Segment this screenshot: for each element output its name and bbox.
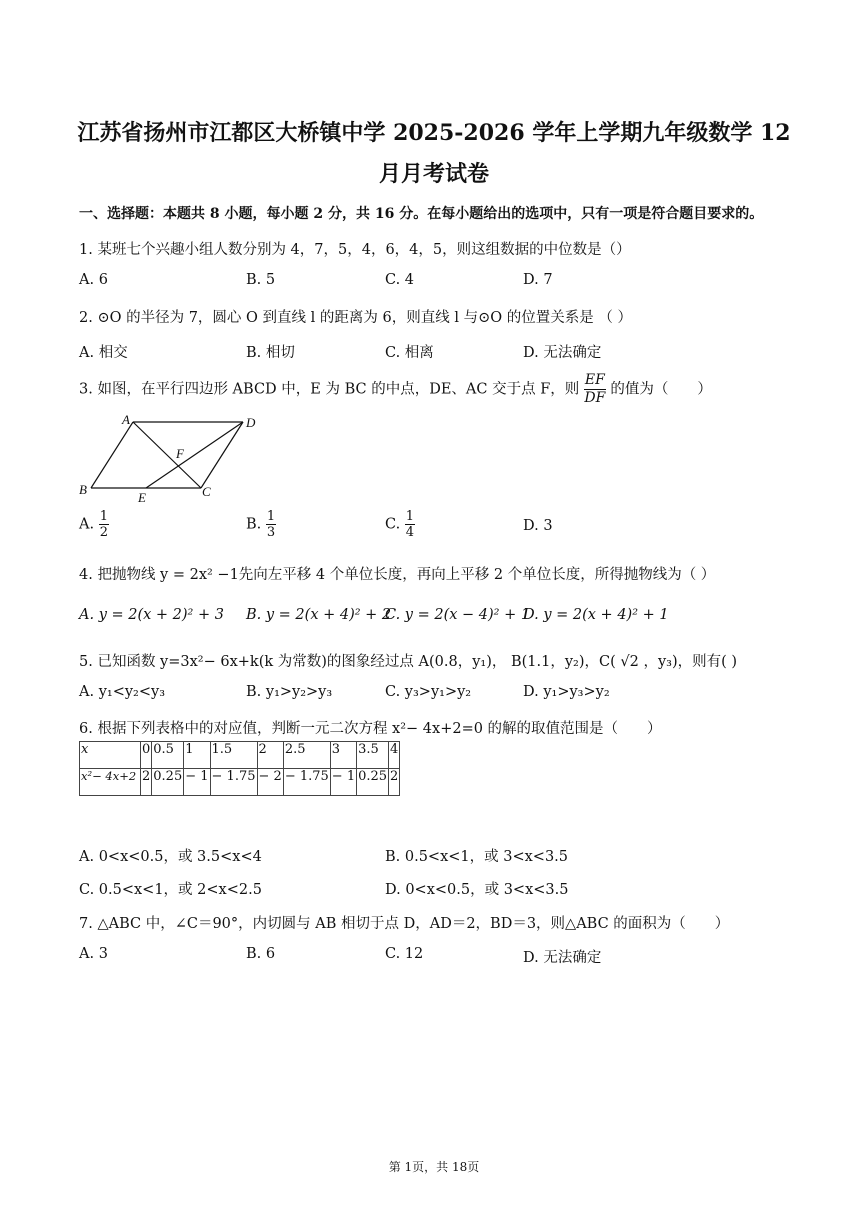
- question-3-stem: [79, 372, 712, 407]
- q7-option-c: C. 12: [385, 946, 424, 962]
- q3-fraction-num: EF: [584, 372, 605, 388]
- q5-option-d: D. y₁>y₃>y₂: [523, 684, 610, 700]
- label-b: B: [79, 482, 87, 497]
- q3-option-a: [79, 509, 109, 540]
- label-e: E: [138, 490, 146, 505]
- table-cell: 0.5: [152, 742, 184, 769]
- table-cell: 2: [389, 769, 400, 796]
- table-cell: 1: [184, 742, 210, 769]
- q4-option-b: B. y = 2(x + 4)² + 2: [246, 607, 392, 623]
- q3-option-a-den: 2: [99, 525, 108, 540]
- q3-option-b-fraction: [266, 509, 276, 540]
- q3-fraction: [584, 372, 606, 407]
- table-cell: 0.25: [152, 769, 184, 796]
- page-title-line2: 月月考试卷: [378, 161, 489, 187]
- q3-fraction-den: DF: [584, 390, 606, 406]
- table-cell: 4: [389, 742, 400, 769]
- q6-option-d: D. 0<x<0.5，或 3<x<3.5: [385, 882, 569, 898]
- table-row: [80, 769, 400, 796]
- table-cell: 3: [330, 742, 356, 769]
- q3-option-c-fraction: [405, 509, 415, 540]
- diagonal-ac: [133, 422, 201, 488]
- label-c: C: [202, 484, 211, 499]
- table-row: [80, 742, 400, 769]
- question-6-stem: 6. 根据下列表格中的对应值，判断一元二次方程 x²− 4x+2=0 的解的取值范围是（ ）: [79, 721, 662, 737]
- page-footer: 第 1页，共 18页: [388, 1160, 480, 1174]
- q2-option-b: B. 相切: [246, 345, 295, 361]
- table-cell: 2: [257, 742, 283, 769]
- table-cell: 3.5: [357, 742, 389, 769]
- table-cell: x: [80, 742, 141, 769]
- q7-option-a: A. 3: [79, 946, 108, 962]
- q1-option-b: B. 5: [246, 272, 276, 288]
- q2-option-d: D. 无法确定: [523, 345, 602, 361]
- q3-option-a-label: A.: [79, 516, 95, 533]
- q3-option-b-label: B.: [246, 516, 262, 533]
- q2-option-a: A. 相交: [79, 345, 128, 361]
- q2-option-c: C. 相离: [385, 345, 434, 361]
- q3-stem-post: 的值为（ ）: [610, 381, 712, 398]
- q3-option-c-label: C.: [385, 516, 401, 533]
- q3-option-b: [246, 509, 276, 540]
- table-cell: − 1.75: [283, 769, 330, 796]
- parallelogram-figure: [76, 410, 266, 505]
- segment-de: [146, 422, 243, 488]
- question-5-stem: 5. 已知函数 y=3x²− 6x+k(k 为常数)的图象经过点 A(0.8，y₁)， B(1.1，y₂)，C( √2 ，y₃)，则有( ): [79, 654, 738, 670]
- table-cell: 1.5: [210, 742, 257, 769]
- label-f: F: [176, 446, 184, 461]
- edge-dc: [201, 422, 243, 488]
- table-cell: 2: [141, 769, 152, 796]
- q3-option-d: D. 3: [523, 518, 553, 534]
- q7-option-d: D. 无法确定: [523, 950, 602, 966]
- table-cell: 2.5: [283, 742, 330, 769]
- table-cell: 0: [141, 742, 152, 769]
- q3-option-b-den: 3: [266, 525, 276, 540]
- question-1-stem: 1. 某班七个兴趣小组人数分别为 4，7，5，4，6，4，5，则这组数据的中位数是（）: [79, 242, 631, 258]
- q3-option-c-den: 4: [405, 525, 415, 540]
- q3-option-a-num: 1: [99, 509, 108, 524]
- question-2-stem: 2. ⊙O 的半径为 7，圆心 O 到直线 l 的距离为 6，则直线 l 与⊙O 的位置关系是 （ ）: [79, 310, 632, 326]
- section-header: 一、选择题：本题共 8 小题，每小题 2 分，共 16 分。在每小题给出的选项中，只有一项是符合题目要求的。: [79, 206, 764, 222]
- label-a: A: [122, 412, 130, 427]
- edge-ab: [91, 422, 133, 488]
- q3-option-c: [385, 509, 415, 540]
- value-table: [79, 741, 400, 796]
- q1-option-c: C. 4: [385, 272, 415, 288]
- q4-option-a: A. y = 2(x + 2)² + 3: [79, 607, 224, 623]
- q4-option-c: C. y = 2(x − 4)² + 1: [385, 607, 531, 623]
- q6-option-c: C. 0.5<x<1，或 2<x<2.5: [79, 882, 262, 898]
- table-cell: − 1.75: [210, 769, 257, 796]
- page-title-line1: 江苏省扬州市江都区大桥镇中学 2025-2026 学年上学期九年级数学 12: [77, 120, 791, 146]
- q7-option-b: B. 6: [246, 946, 276, 962]
- q1-option-d: D. 7: [523, 272, 553, 288]
- question-4-stem: 4. 把抛物线 y = 2x² −1先向左平移 4 个单位长度，再向上平移 2 个单位长度，所得抛物线为（ ）: [79, 567, 716, 583]
- q5-option-a: A. y₁<y₂<y₃: [79, 684, 166, 700]
- table-cell: − 1: [330, 769, 356, 796]
- q6-option-a: A. 0<x<0.5，或 3.5<x<4: [79, 849, 262, 865]
- table-cell: 0.25: [357, 769, 389, 796]
- q3-option-b-num: 1: [266, 509, 276, 524]
- q1-option-a: A. 6: [79, 272, 108, 288]
- q3-option-c-num: 1: [405, 509, 415, 524]
- q4-option-d: D. y = 2(x + 4)² + 1: [523, 607, 669, 623]
- question-7-stem: 7. △ABC 中，∠C＝90°，内切圆与 AB 相切于点 D，AD＝2，BD＝3，则△ABC 的面积为（ ）: [79, 916, 730, 932]
- q3-stem-pre: 3. 如图，在平行四边形 ABCD 中，E 为 BC 的中点，DE、AC 交于点 F，则: [79, 381, 580, 398]
- label-d: D: [246, 415, 256, 430]
- q3-option-a-fraction: [99, 509, 109, 540]
- table-cell: x²− 4x+2: [80, 769, 141, 796]
- q5-option-c: C. y₃>y₁>y₂: [385, 684, 472, 700]
- table-cell: − 1: [184, 769, 210, 796]
- q5-option-b: B. y₁>y₂>y₃: [246, 684, 333, 700]
- table-cell: − 2: [257, 769, 283, 796]
- q6-option-b: B. 0.5<x<1，或 3<x<3.5: [385, 849, 569, 865]
